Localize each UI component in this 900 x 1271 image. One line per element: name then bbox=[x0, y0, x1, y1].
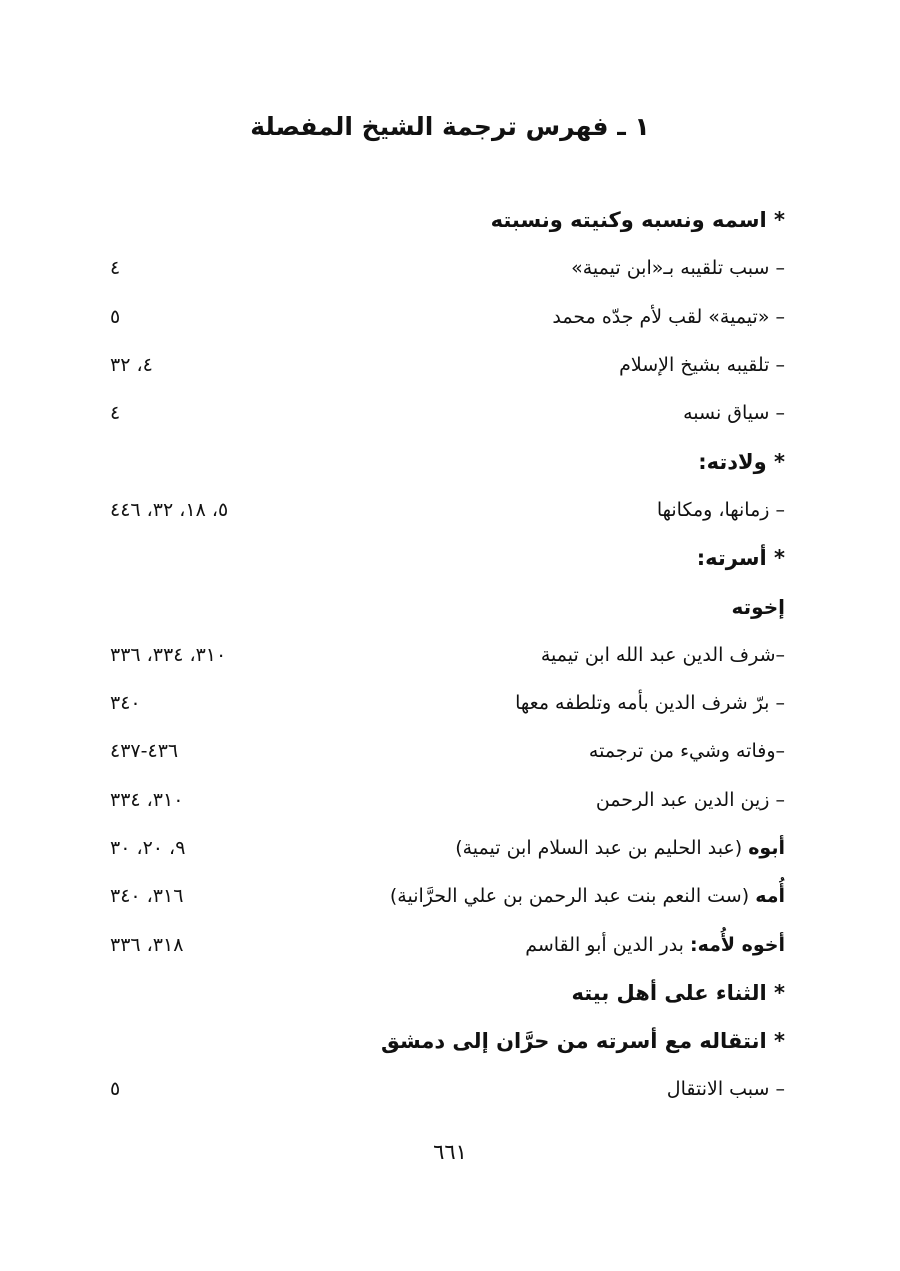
index-entry bbox=[100, 679, 785, 727]
entry-pages: ٤٣٦-٤٣٧ bbox=[110, 740, 179, 763]
index-entry bbox=[100, 872, 785, 920]
entry-label: – برّ شرف الدين بأمه وتلطفه معها bbox=[515, 692, 785, 715]
entry-lead: أُمه bbox=[755, 885, 785, 908]
index-entry bbox=[100, 389, 785, 437]
index-entry bbox=[100, 486, 785, 534]
page-number: ٦٦١ bbox=[433, 1140, 467, 1164]
entry-label: * ولادته: bbox=[698, 449, 785, 474]
entry-label: * الثناء على أهل بيته bbox=[571, 980, 785, 1005]
entry-label bbox=[455, 837, 785, 859]
index-entry bbox=[100, 244, 785, 292]
index-list bbox=[100, 196, 785, 1114]
entry-label: –شرف الدين عبد الله ابن تيمية bbox=[540, 643, 785, 666]
subsection-heading bbox=[100, 582, 785, 630]
entry-pages: ٥ bbox=[110, 1078, 121, 1101]
entry-label bbox=[390, 885, 785, 907]
entry-rest: (ست النعم بنت عبد الرحمن بن علي الحرَّانية) bbox=[389, 885, 756, 908]
entry-rest: (عبد الحليم بن عبد السلام ابن تيمية) bbox=[455, 837, 749, 859]
entry-label: – زمانها، ومكانها bbox=[656, 498, 785, 521]
index-entry bbox=[100, 727, 785, 775]
entry-lead: أبوه bbox=[748, 837, 785, 859]
section-heading bbox=[100, 437, 785, 485]
entry-label: – تلقيبه بشيخ الإسلام bbox=[619, 354, 785, 377]
section-heading bbox=[100, 196, 785, 244]
index-entry bbox=[100, 920, 785, 968]
entry-pages: ٣١٨، ٣٣٦ bbox=[110, 933, 184, 956]
entry-label bbox=[525, 934, 785, 956]
entry-label: –وفاته وشيء من ترجمته bbox=[588, 740, 785, 763]
index-entry bbox=[100, 293, 785, 341]
entry-label: * انتقاله مع أسرته من حرَّان إلى دمشق bbox=[381, 1029, 785, 1054]
entry-pages: ٣٤٠ bbox=[110, 692, 141, 715]
entry-pages: ٣١٠، ٣٣٤، ٣٣٦ bbox=[110, 643, 227, 666]
entry-pages: ٤ bbox=[110, 402, 121, 425]
entry-pages: ٤، ٣٢ bbox=[110, 354, 153, 377]
index-entry bbox=[100, 631, 785, 679]
entry-pages: ٤ bbox=[110, 257, 121, 280]
entry-pages: ٥ bbox=[110, 305, 121, 328]
entry-label: – زين الدين عبد الرحمن bbox=[595, 788, 785, 811]
entry-label: – «تيمية» لقب لأم جدّه محمد bbox=[552, 305, 785, 328]
index-entry bbox=[100, 776, 785, 824]
entry-rest: بدر الدين أبو القاسم bbox=[525, 933, 691, 956]
index-entry bbox=[100, 824, 785, 872]
section-heading bbox=[100, 1017, 785, 1065]
page-title: ١ ـ فهرس ترجمة الشيخ المفصلة bbox=[250, 112, 650, 141]
entry-label: – سياق نسبه bbox=[683, 402, 785, 425]
entry-label: * اسمه ونسبه وكنيته ونسبته bbox=[490, 208, 785, 233]
entry-label: – سبب تلقيبه بـ«ابن تيمية» bbox=[571, 257, 785, 280]
entry-label: – سبب الانتقال bbox=[666, 1078, 785, 1101]
entry-label: * أسرته: bbox=[696, 546, 785, 571]
section-heading bbox=[100, 969, 785, 1017]
entry-pages: ٣١٠، ٣٣٤ bbox=[110, 788, 184, 811]
entry-pages: ٣١٦، ٣٤٠ bbox=[110, 885, 184, 908]
section-heading bbox=[100, 534, 785, 582]
index-entry bbox=[100, 1065, 785, 1113]
entry-label: إخوته bbox=[731, 594, 785, 619]
index-entry bbox=[100, 341, 785, 389]
entry-pages: ٥، ١٨، ٣٢، ٤٤٦ bbox=[110, 498, 229, 521]
entry-pages: ٩، ٢٠، ٣٠ bbox=[110, 837, 186, 859]
entry-lead: أخوه لأُمه: bbox=[690, 933, 785, 956]
